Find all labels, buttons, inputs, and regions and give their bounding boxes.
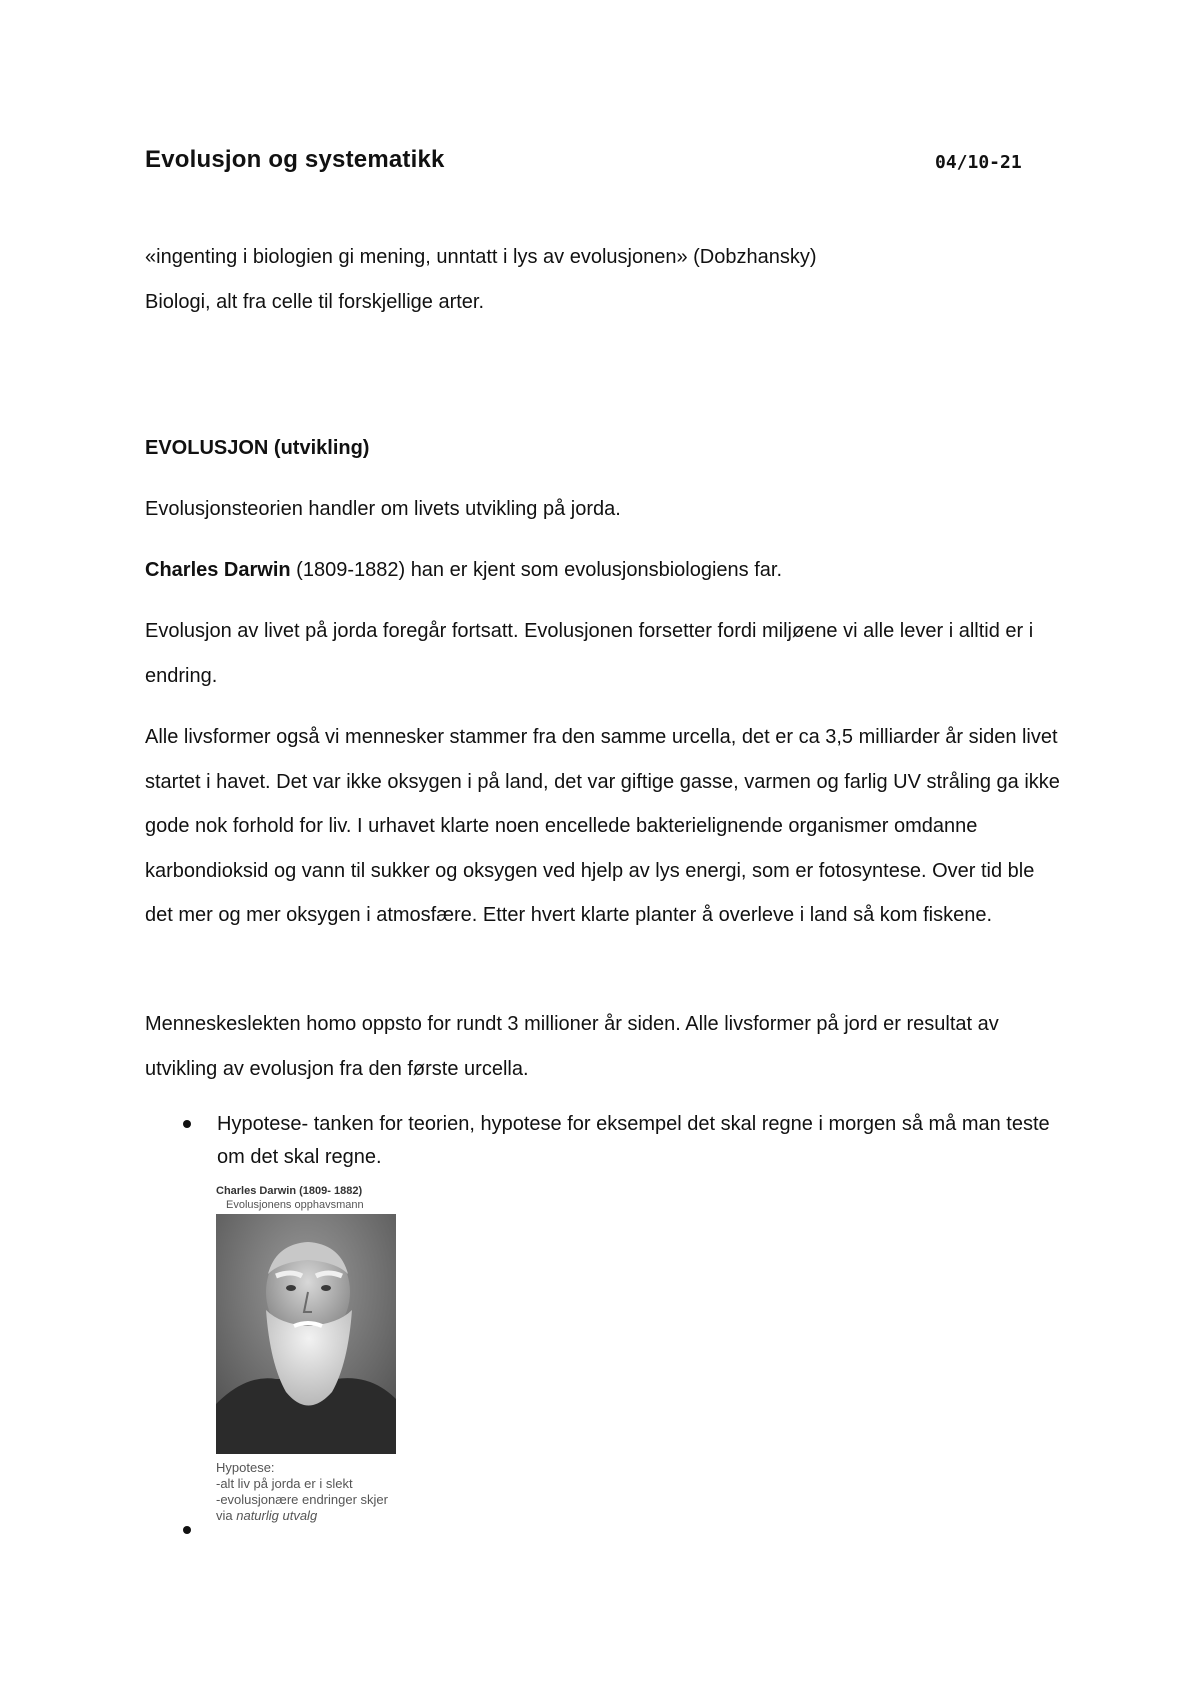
figure-hypothesis-italic: naturlig utvalg [236,1508,318,1523]
darwin-portrait-image [216,1214,396,1454]
intro-line: Biologi, alt fra celle til forskjellige arter. [145,291,485,313]
document-date: 04/10-21 [935,152,1022,173]
figure-caption-sub: Evolusjonens opphavsmann [226,1199,364,1211]
paragraph-1: Evolusjonsteorien handler om livets utvikling på jorda. [145,498,621,520]
figure-caption-top [216,1184,466,1212]
paragraph-5: Menneskeslekten homo oppsto for rundt 3 millioner år siden. Alle livsformer på jord er resultat av utvikling av evolusjon fra den første urcella. [145,1013,999,1080]
figure-caption-bottom [216,1460,466,1524]
figure-hypothesis-line-1: -alt liv på jorda er i slekt [216,1476,353,1491]
figure-hypothesis-title: Hypotese: [216,1460,275,1475]
figure-hypothesis-line-2: -evolusjonære endringer skjer [216,1492,388,1507]
darwin-figure [216,1184,466,1524]
paragraph-4: Alle livsformer også vi mennesker stammer fra den samme urcella, det er ca 3,5 milliarder år siden livet startet i havet. Det var ikke oksygen i på land, det var giftige gasse, varmen og farlig UV stråling ga ikke gode nok forhold for liv. I urhavet klarte noen encellede bakterielignende organismer omdanne karbondioksid og vann til sukker og oksygen ved hjelp av lys energi, som er fotosyntese. Over tid ble det mer og mer oksygen i atmosfære. Etter hvert klarte planter å overleve i land så kom fiskene. [145,726,1060,926]
intro-quote: «ingenting i biologien gi mening, unntatt i lys av evolusjonen» (Dobzhansky) [145,246,817,268]
bullet-dot-icon [183,1526,191,1534]
paragraph-2 [145,559,782,582]
paragraph-2-rest: (1809-1882) han er kjent som evolusjonsbiologiens far. [290,559,783,581]
bullet-text: Hypotese- tanken for teorien, hypotese for eksempel det skal regne i morgen så må man teste om det skal regne. [217,1113,1050,1168]
bullet-dot-icon [183,1120,191,1128]
darwin-name: Charles Darwin [145,559,291,581]
figure-caption-name: Charles Darwin (1809- 1882) [216,1185,363,1197]
paragraph-3: Evolusjon av livet på jorda foregår fortsatt. Evolusjonen forsetter fordi miljøene vi alle lever i alltid er i endring. [145,620,1034,687]
figure-hypothesis-line-3 [216,1508,466,1524]
section-heading: EVOLUSJON (utvikling) [145,437,370,459]
document-title: Evolusjon og systematikk [145,146,445,173]
figure-hypothesis-prefix: via [216,1508,237,1523]
